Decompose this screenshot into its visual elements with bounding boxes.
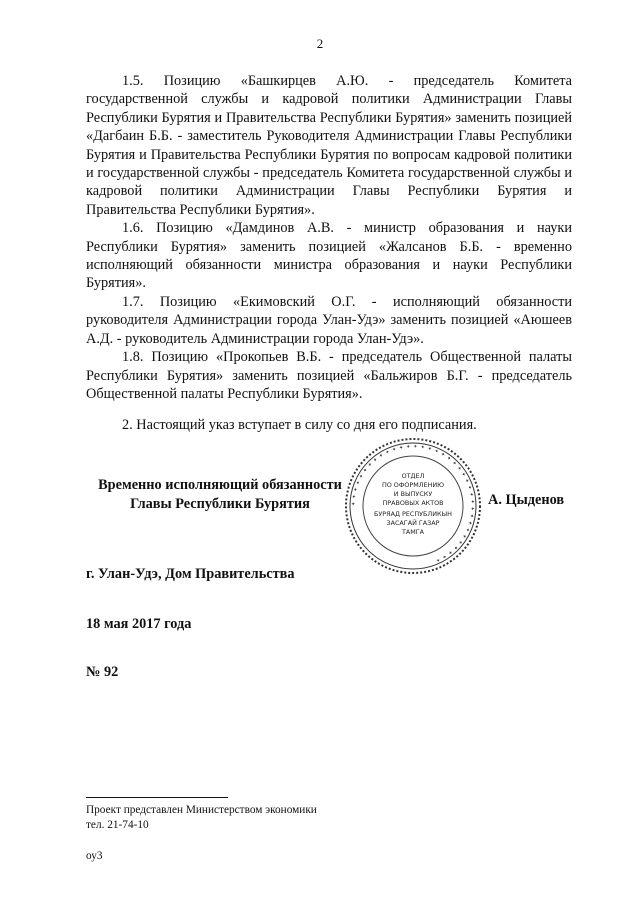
document-code: оу3 bbox=[86, 850, 103, 862]
paragraph-1-5: 1.5. Позицию «Башкирцев А.Ю. - председатель Комитета государственной службы и кадровой политики Администрации Главы Республики Бурятия и Правительства Республики Бурятия» заменить позицией «Дагбаин Б.Б. - заместитель Руководителя Администрации Главы Республики Бурятия и Правительства Республики Бурятия по вопросам кадровой политики и государственной службы - председатель Комитета государственной службы и кадровой политики Администрации Главы Республики Бурятия и Правительства Республики Бурятия». bbox=[86, 73, 572, 218]
signatory-title bbox=[80, 476, 360, 514]
footnote-line-1: Проект представлен Министерством экономики bbox=[86, 804, 317, 816]
paragraph-2-effective: 2. Настоящий указ вступает в силу со дня его подписания. bbox=[122, 417, 477, 434]
paragraph-1-6: 1.6. Позицию «Дамдинов А.В. - министр образования и науки Республики Бурятия» заменить позицией «Жалсанов Б.Б. - временно исполняющий обязанности министра образования и науки Республики Бурятия». bbox=[86, 220, 572, 292]
footnote bbox=[86, 803, 317, 833]
signatory-title-line-2: Главы Республики Бурятия bbox=[130, 496, 310, 512]
seal-line-3: И ВЫПУСКУ bbox=[393, 490, 433, 498]
seal-line-1: ОТДЕЛ bbox=[401, 472, 425, 480]
footnote-line-2: тел. 21-74-10 bbox=[86, 819, 149, 831]
seal-line-6: ЗАСАГАЙ ГАЗАР bbox=[386, 519, 440, 527]
signatory-title-line-1: Временно исполняющий обязанности bbox=[98, 477, 342, 493]
official-seal bbox=[343, 436, 483, 576]
page-number: 2 bbox=[316, 36, 324, 51]
paragraph-1-8: 1.8. Позицию «Прокопьев В.Б. - председатель Общественной палаты Республики Бурятия» заменить позицией «Бальжиров Б.Г. - председатель Общественной палаты Республики Бурятия». bbox=[86, 349, 572, 402]
footnote-divider bbox=[86, 797, 228, 798]
place-of-signing: г. Улан-Удэ, Дом Правительства bbox=[86, 566, 295, 582]
decree-number: № 92 bbox=[86, 664, 119, 680]
paragraph-1-7: 1.7. Позицию «Екимовский О.Г. - исполняющий обязанности руководителя Администрации города Улан-Удэ» заменить позицией «Аюшеев А.Д. - руководитель Администрации города Улан-Удэ». bbox=[86, 293, 572, 347]
seal-line-5: БУРЯАД РЕСПУБЛИКЫН bbox=[374, 510, 452, 518]
decree-date: 18 мая 2017 года bbox=[86, 616, 192, 632]
seal-line-4: ПРАВОВЫХ АКТОВ bbox=[382, 499, 444, 507]
decree-body bbox=[86, 72, 572, 435]
svg-text:✦ ✦ ✦ ✦ ✦ ✦ ✦ ✦ ✦ ✦ ✦ ✦ ✦ ✦ ✦: ✦ ✦ ✦ ✦ ✦ ✦ ✦ ✦ ✦ ✦ ✦ ✦ ✦ ✦ ✦ ✦ ✦ ✦ ✦ ✦ ✦ ✦ ✦ ✦ ✦ ✦ ✦ ✦ ✦ ✦ ✦ ✦ ✦ ✦ ✦ ✦ bbox=[350, 443, 476, 564]
seal-line-2: ПО ОФОРМЛЕНИЮ bbox=[381, 481, 445, 489]
signatory-name: А. Цыденов bbox=[488, 492, 565, 508]
seal-line-7: ТАМГА bbox=[401, 528, 425, 536]
